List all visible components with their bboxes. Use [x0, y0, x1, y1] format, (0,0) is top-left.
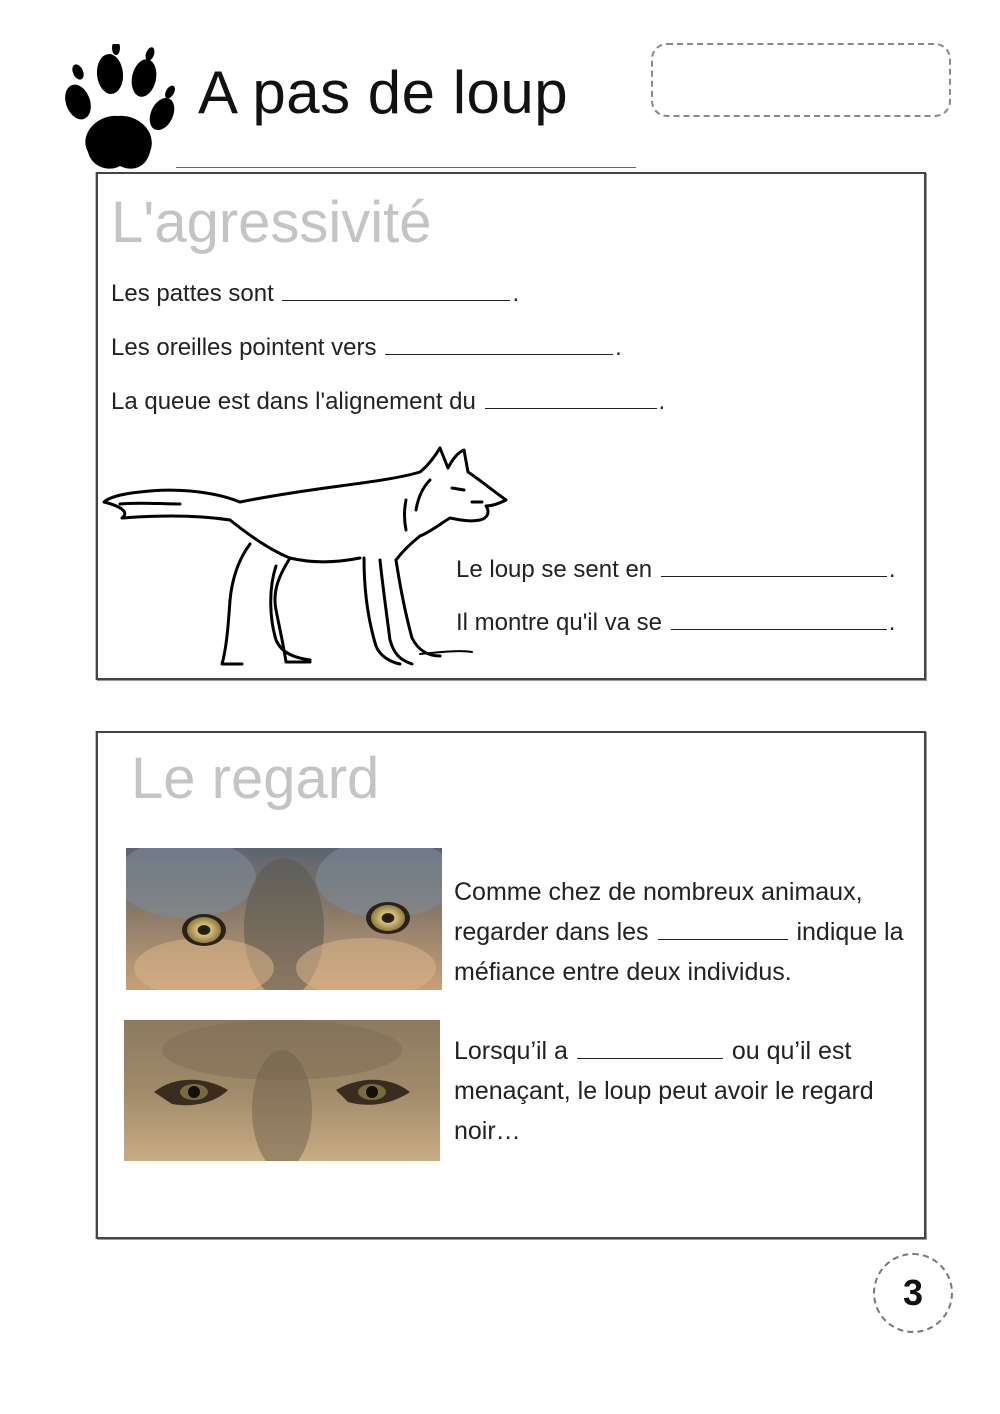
answer-blank[interactable]	[671, 609, 887, 630]
page-title: A pas de loup	[198, 59, 569, 126]
question-end: .	[658, 388, 666, 415]
answer-blank[interactable]	[577, 1038, 723, 1059]
answer-blank[interactable]	[658, 919, 788, 940]
section-title-gaze: Le regard	[131, 746, 380, 811]
wolf-eyes-photo-calm	[126, 848, 442, 990]
name-field[interactable]	[651, 43, 951, 117]
wolf-eyes-photo-dark	[124, 1020, 440, 1161]
question-text: Il montre qu'il va se	[456, 609, 663, 636]
question-ears	[111, 334, 622, 362]
question-end: .	[888, 556, 896, 583]
answer-blank[interactable]	[485, 388, 657, 409]
gaze-paragraph-2	[454, 1031, 924, 1151]
question-text: Les pattes sont	[111, 280, 274, 307]
paragraph-text: Lorsqu’il a	[454, 1037, 568, 1065]
question-end: .	[615, 334, 622, 361]
answer-blank[interactable]	[385, 334, 613, 355]
paragraph-text: Comme chez de nombreux animaux, regarder dans les	[454, 878, 863, 946]
question-action	[456, 609, 895, 637]
question-tail	[111, 388, 665, 416]
question-end: .	[888, 609, 896, 636]
question-text: Les oreilles pointent vers	[111, 334, 377, 361]
paragraph-text: ou qu’il est menaçant, le loup peut avoir le regard noir…	[454, 1037, 874, 1145]
answer-blank[interactable]	[661, 556, 887, 577]
paragraph-text: indique la méfiance entre deux individus.	[454, 918, 904, 986]
frame-sketch-line	[176, 167, 636, 168]
gaze-paragraph-1	[454, 872, 924, 992]
section-title-aggression: L'agressivité	[111, 190, 432, 255]
paw-print-icon	[58, 44, 178, 176]
question-text: Le loup se sent en	[456, 556, 653, 583]
answer-blank[interactable]	[282, 280, 510, 301]
question-paws	[111, 280, 519, 308]
question-end: .	[512, 280, 520, 307]
page-number: 3	[873, 1253, 953, 1333]
question-feeling	[456, 556, 896, 584]
question-text: La queue est dans l'alignement du	[111, 388, 476, 415]
